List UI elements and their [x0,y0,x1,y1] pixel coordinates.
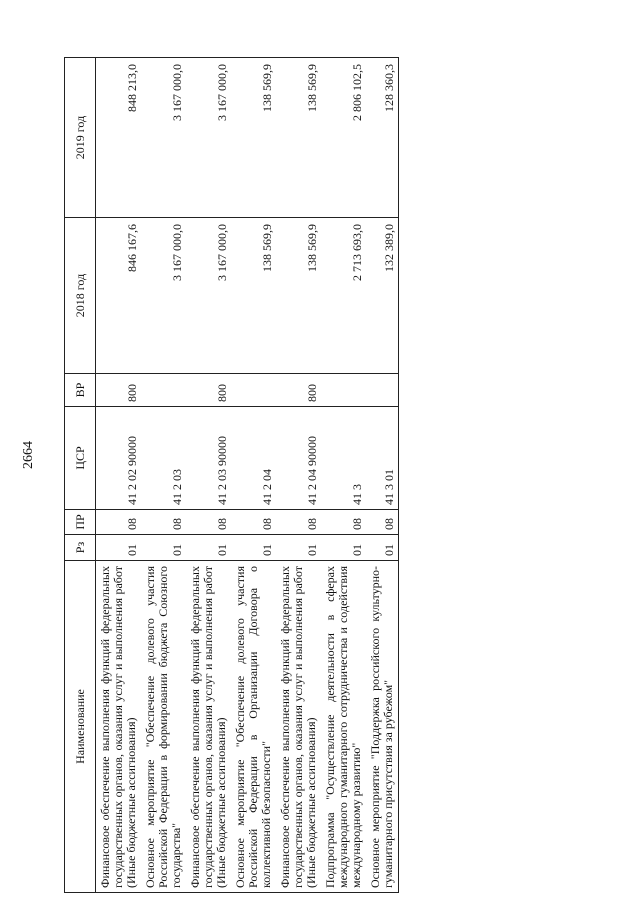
row-vr [141,374,186,407]
row-name: Основное мероприятие "Обеспечение долевого участия Российской Федерации в формировании бюджета Союзного государства" [141,561,186,893]
row-2019: 138 569,9 [276,58,321,218]
table-header-row [65,58,96,893]
row-2018: 138 569,9 [276,218,321,374]
row-name: Финансовое обеспечение выполнения функций федеральных государственных органов, оказания услуг и выполнения работ (Иные бюджетные ассигнования) [186,561,231,893]
table-row [96,58,142,893]
row-2019: 848 213,0 [96,58,142,218]
row-vr [321,374,366,407]
table-row [231,58,276,893]
row-rz: 01 [321,535,366,561]
row-2018: 3 167 000,0 [186,218,231,374]
row-rz: 01 [96,535,142,561]
row-rz: 01 [366,535,399,561]
table-row [141,58,186,893]
row-csr: 41 3 [321,407,366,510]
row-pr: 08 [141,510,186,535]
row-rz: 01 [231,535,276,561]
row-pr: 08 [231,510,276,535]
row-name: Основное мероприятие "Обеспечение долевого участия Российской Федерации в Организации Договора о коллективной безопасности" [231,561,276,893]
header-2019: 2019 год [65,58,96,218]
row-name: Финансовое обеспечение выполнения функций федеральных государственных органов, оказания услуг и выполнения работ (Иные бюджетные ассигнования) [276,561,321,893]
row-2019: 138 569,9 [231,58,276,218]
header-pr: ПР [65,510,96,535]
row-pr: 08 [96,510,142,535]
row-2018: 132 389,0 [366,218,399,374]
row-vr: 800 [186,374,231,407]
row-pr: 08 [366,510,399,535]
header-vr: ВР [65,374,96,407]
row-name: Основное мероприятие "Поддержка российского культурно-гуманитарного присутствия за рубежом" [366,561,399,893]
row-2018: 2 713 693,0 [321,218,366,374]
header-name: Наименование [65,561,96,893]
row-2018: 846 167,6 [96,218,142,374]
row-name: Финансовое обеспечение выполнения функций федеральных государственных органов, оказания услуг и выполнения работ (Иные бюджетные ассигнования) [96,561,142,893]
row-2019: 3 167 000,0 [186,58,231,218]
row-pr: 08 [186,510,231,535]
header-csr: ЦСР [65,407,96,510]
row-2018: 138 569,9 [231,218,276,374]
row-vr [231,374,276,407]
row-pr: 08 [321,510,366,535]
header-2018: 2018 год [65,218,96,374]
table-row [276,58,321,893]
row-vr: 800 [276,374,321,407]
budget-table [64,57,399,893]
row-rz: 01 [141,535,186,561]
row-rz: 01 [276,535,321,561]
page-number: 2664 [21,441,36,469]
row-2019: 128 360,3 [366,58,399,218]
table-row [321,58,366,893]
row-vr [366,374,399,407]
row-csr: 41 2 03 [141,407,186,510]
row-csr: 41 2 03 90000 [186,407,231,510]
row-vr: 800 [96,374,142,407]
row-2019: 3 167 000,0 [141,58,186,218]
row-2019: 2 806 102,5 [321,58,366,218]
table-row [186,58,231,893]
row-pr: 08 [276,510,321,535]
row-2018: 3 167 000,0 [141,218,186,374]
row-csr: 41 3 01 [366,407,399,510]
row-csr: 41 2 02 90000 [96,407,142,510]
row-csr: 41 2 04 90000 [276,407,321,510]
row-rz: 01 [186,535,231,561]
table-row [366,58,399,893]
header-rz: Рз [65,535,96,561]
row-csr: 41 2 04 [231,407,276,510]
rotated-table-canvas [64,58,617,893]
row-name: Подпрограмма "Осуществление деятельности в сферах международного гуманитарного сотрудничества и содействия международному развитию" [321,561,366,893]
